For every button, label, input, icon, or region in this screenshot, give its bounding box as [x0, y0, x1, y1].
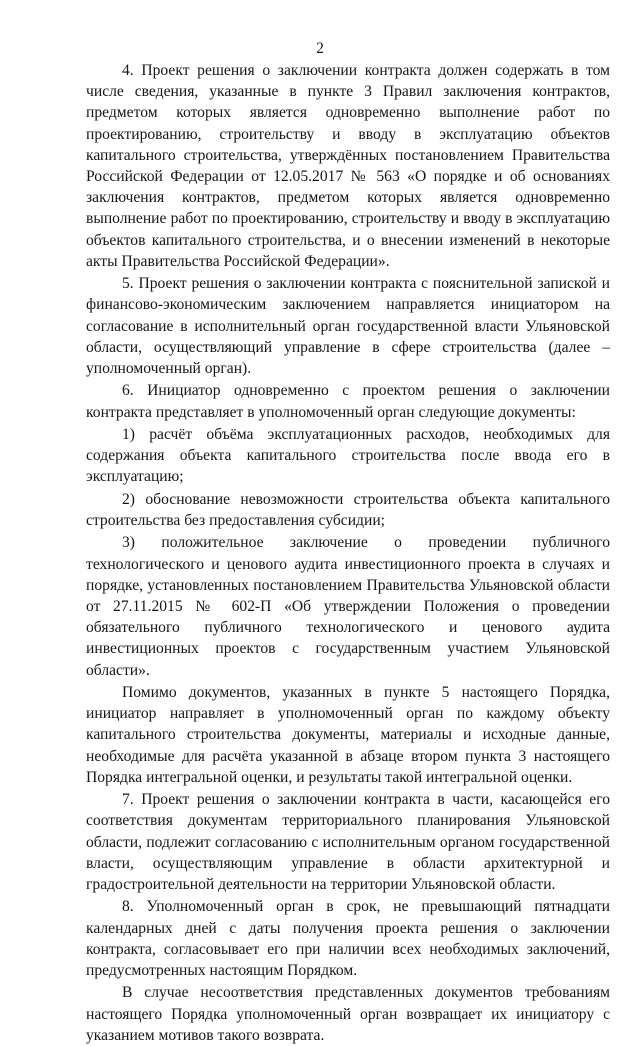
paragraph-7: 7. Проект решения о заключении контракта в части, касающейся его соответствия документам территориального планирования Ульяновской области, подлежит согласованию с исполнительным органом государственной власти, осуществляющим управление в области архитектурной и градостроительной деятельности на территории Ульяновской области. — [86, 791, 610, 894]
list-item-2: 2) обоснование невозможности строительства объекта капитального строительства без предоставления субсидии; — [86, 490, 610, 530]
list-item-1: 1) расчёт объёма эксплуатационных расходов, необходимых для содержания объекта капитального строительства после ввода его в эксплуатацию; — [86, 426, 610, 486]
page-number: 2 — [316, 40, 324, 57]
paragraph-8: 8. Уполномоченный орган в срок, не превышающий пятнадцати календарных дней с даты получения проекта решения о заключении контракта, согласовывает его при наличии всех необходимых заключений, предусмотренных настоящим Порядком. — [86, 898, 610, 980]
paragraph-8-addendum: В случае несоответствия представленных документов требованиям настоящего Порядка уполномоченный орган возвращает их инициатору с указанием мотивов такого возврата. — [86, 984, 610, 1044]
paragraph-6: 6. Инициатор одновременно с проектом решения о заключении контракта представляет в уполномоченный орган следующие документы: — [86, 382, 610, 421]
paragraph-6-addendum: Помимо документов, указанных в пункте 5 настоящего Порядка, инициатор направляет в уполномоченный орган по каждому объекту капитального строительства документы, материалы и исходные данные, необходимые для расчёта указанной в абзаце втором пункта 3 настоящего Порядка интегральной оценки, и результаты такой интегральной оценки. — [86, 684, 610, 786]
list-item-3: 3) положительное заключение о проведении публичного технологического и ценового аудита инвестиционного проекта в случаях и порядке, установленных постановлением Правительства Ульяновской области от 27.11.2015 № 602-П «Об утверждении Положения о проведении обязательного публичного технологического и ценового аудита инвестиционных проектов с государственным участием Ульяновской области». — [86, 534, 610, 679]
paragraph-4: 4. Проект решения о заключении контракта должен содержать в том числе сведения, указанные в пункте 3 Правил заключения контрактов, предметом которых является одновременно выполнение работ по проектированию, строительству и вводу в эксплуатацию объектов капитального строительства, утверждённых постановлением Правительства Российской Федерации от 12.05.2017 № 563 «О порядке и об основаниях заключения контрактов, предметом которых является одновременно выполнение работ по проектированию, строительству и вводу в эксплуатацию объектов капитального строительства, и о внесении изменений в некоторые акты Правительства Российской Федерации». — [86, 62, 610, 270]
paragraph-5: 5. Проект решения о заключении контракта с пояснительной запиской и финансово-экономическим заключением направляется инициатором на согласование в исполнительный орган государственной власти Ульяновской области, осуществляющий управление в сфере строительства (далее – уполномоченный орган). — [86, 275, 610, 378]
document-body — [86, 60, 610, 1046]
